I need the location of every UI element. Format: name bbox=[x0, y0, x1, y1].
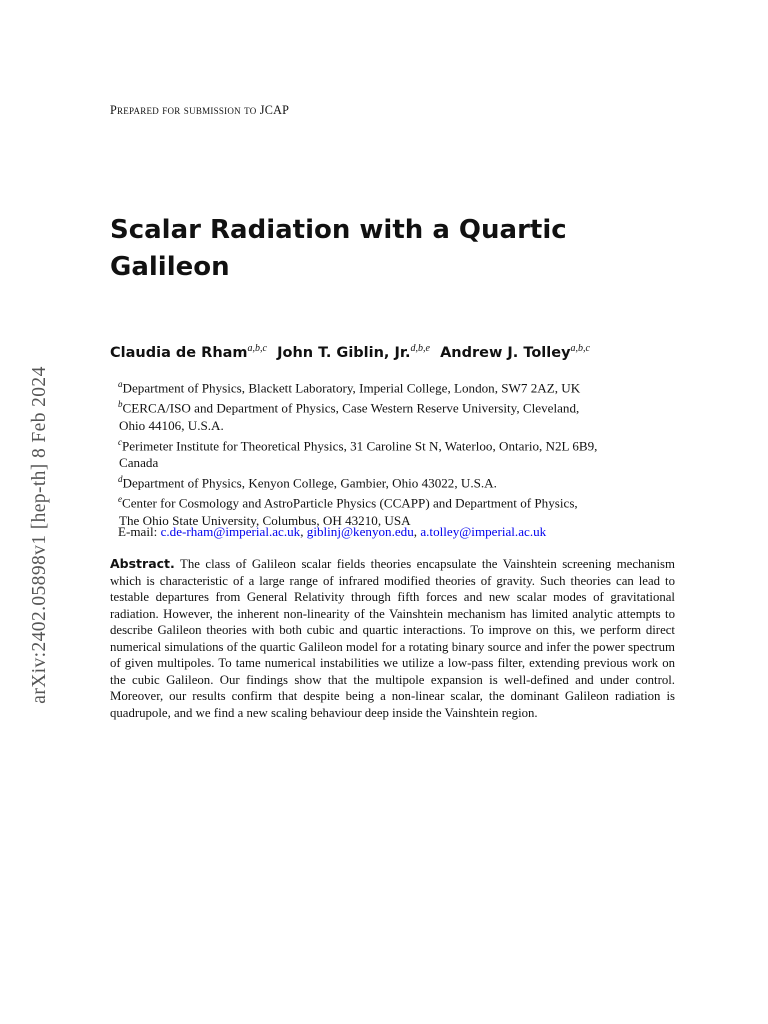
email-label: E-mail: bbox=[118, 524, 158, 539]
affiliation-mark: e bbox=[118, 494, 122, 505]
affiliation-mark: b bbox=[118, 399, 123, 410]
author: Claudia de Rham$^{a,b,c}$ bbox=[110, 343, 267, 361]
email-line: E-mail: c.de-rham@imperial.ac.uk, giblinj@kenyon.edu, a.tolley@imperial.ac.uk bbox=[118, 524, 547, 539]
email-link-tolley[interactable]: a.tolley@imperial.ac.uk bbox=[420, 524, 547, 539]
affiliation: $^e$Center for Cosmology and AstroParticle Physics (CCAPP) and Department of Physics, The Ohio State University, Columbus, OH 43210, USA bbox=[118, 494, 578, 528]
author: John T. Giblin, Jr.$^{d,b,e}$ bbox=[277, 343, 430, 361]
affiliation: $^b$CERCA/ISO and Department of Physics, Case Western Reserve University, Cleveland, Ohio 44106, U.S.A. bbox=[118, 399, 580, 433]
affiliation-mark: c bbox=[118, 436, 122, 447]
email-link-giblin[interactable]: giblinj@kenyon.edu bbox=[306, 524, 414, 539]
author-affiliation-marks: a,b,c bbox=[247, 343, 267, 354]
abstract bbox=[110, 556, 675, 721]
affiliation-mark: d bbox=[118, 474, 123, 485]
submission-note: Prepared for submission to JCAP bbox=[110, 103, 290, 117]
arxiv-stamp bbox=[20, 330, 60, 740]
affiliation: $^d$Department of Physics, Kenyon College, Gambier, Ohio 43022, U.S.A. bbox=[118, 474, 497, 491]
author-affiliation-marks: d,b,e bbox=[410, 343, 430, 354]
affiliations bbox=[118, 376, 676, 529]
paper-title: Scalar Radiation with a Quartic Galileon bbox=[110, 215, 567, 282]
abstract-text: The class of Galileon scalar fields theories encapsulate the Vainshtein screening mechanism which is characteristic of a large range of infrared modified theories of gravity. Such theories can lead to testable departures from General Relativity through fifth forces and new scalar modes of gravitational radiation. However, the inherent non-linearity of the Vainshtein mechanism has limited analytic attempts to describe Galileon theories with both cubic and quartic interactions. To improve on this, we perform direct numerical simulations of the quartic Galileon model for a rotating binary source and infer the power spectrum of given multipoles. To tame numerical instabilities we utilize a low-pass filter, extending previous work on the cubic Galileon. Our findings show that the multipole expansion is well-defined and under control. Moreover, our results confirm that despite being a non-linear scalar, the dominant Galileon radiation is quadrupole, and we find a new scaling behaviour deep inside the Vainshtein region. bbox=[110, 557, 675, 720]
author: Andrew J. Tolley$^{a,b,c}$ bbox=[440, 343, 590, 361]
affiliation: $^c$Perimeter Institute for Theoretical Physics, 31 Caroline St N, Waterloo, Ontario, N2L 6B9, Canada bbox=[118, 436, 598, 471]
email-link-derham[interactable]: c.de-rham@imperial.ac.uk bbox=[160, 524, 301, 539]
author-list bbox=[110, 343, 590, 361]
abstract-label: Abstract. bbox=[110, 556, 175, 571]
arxiv-id-text: arXiv:2402.05898v1 [hep-th] 8 Feb 2024 bbox=[29, 366, 50, 704]
affiliation: $^a$Department of Physics, Blackett Laboratory, Imperial College, London, SW7 2AZ, UK bbox=[118, 379, 581, 396]
author-affiliation-marks: a,b,c bbox=[570, 343, 590, 354]
affiliation-mark: a bbox=[118, 379, 123, 389]
